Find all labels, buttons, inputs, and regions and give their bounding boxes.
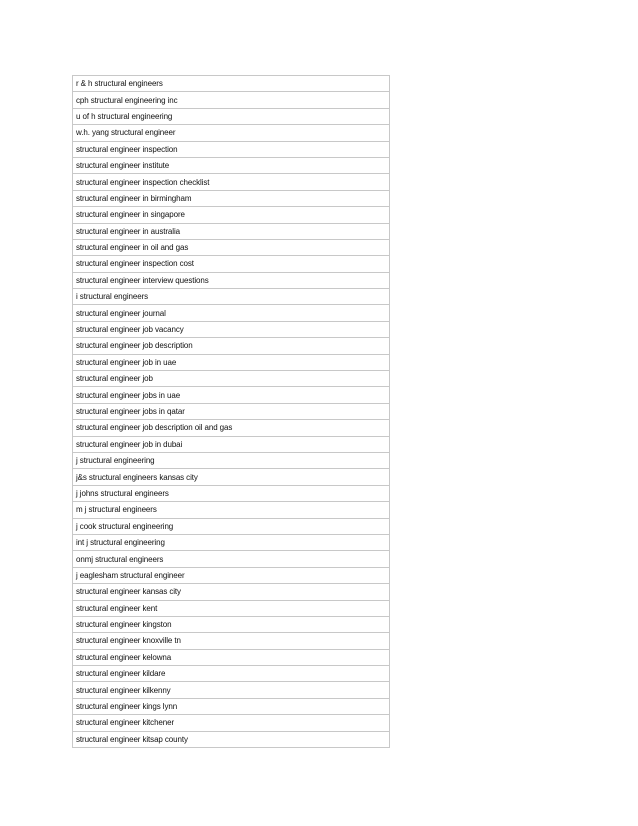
table-row: structural engineer job in dubai: [73, 437, 389, 453]
table-row: int j structural engineering: [73, 535, 389, 551]
table-row: structural engineer inspection checklist: [73, 174, 389, 190]
table-row: r & h structural engineers: [73, 76, 389, 92]
table-row: structural engineer job description oil and gas: [73, 420, 389, 436]
table-row: structural engineer job in uae: [73, 355, 389, 371]
table-row: j cook structural engineering: [73, 519, 389, 535]
table-row: j eaglesham structural engineer: [73, 568, 389, 584]
table-row: structural engineer job vacancy: [73, 322, 389, 338]
table-row: structural engineer in birmingham: [73, 191, 389, 207]
table-row: structural engineer jobs in uae: [73, 387, 389, 403]
keyword-table: [72, 75, 390, 748]
table-row: structural engineer job: [73, 371, 389, 387]
table-row: structural engineer journal: [73, 305, 389, 321]
table-row: structural engineer kings lynn: [73, 699, 389, 715]
table-row: structural engineer knoxville tn: [73, 633, 389, 649]
table-row: structural engineer kilkenny: [73, 682, 389, 698]
table-row: j&s structural engineers kansas city: [73, 469, 389, 485]
table-row: structural engineer inspection: [73, 142, 389, 158]
table-row: structural engineer kansas city: [73, 584, 389, 600]
table-row: j johns structural engineers: [73, 486, 389, 502]
table-row: structural engineer kelowna: [73, 650, 389, 666]
table-row: structural engineer kildare: [73, 666, 389, 682]
table-row: j structural engineering: [73, 453, 389, 469]
table-row: structural engineer jobs in qatar: [73, 404, 389, 420]
table-row: m j structural engineers: [73, 502, 389, 518]
table-row: w.h. yang structural engineer: [73, 125, 389, 141]
table-row: structural engineer in australia: [73, 224, 389, 240]
table-row: structural engineer kingston: [73, 617, 389, 633]
table-row: i structural engineers: [73, 289, 389, 305]
table-row: structural engineer in singapore: [73, 207, 389, 223]
table-row: structural engineer in oil and gas: [73, 240, 389, 256]
table-row: structural engineer kent: [73, 601, 389, 617]
table-row: onmj structural engineers: [73, 551, 389, 567]
table-row: structural engineer kitsap county: [73, 732, 389, 748]
table-row: structural engineer interview questions: [73, 273, 389, 289]
table-row: structural engineer inspection cost: [73, 256, 389, 272]
table-row: structural engineer institute: [73, 158, 389, 174]
table-row: structural engineer job description: [73, 338, 389, 354]
table-row: cph structural engineering inc: [73, 92, 389, 108]
table-row: structural engineer kitchener: [73, 715, 389, 731]
table-row: u of h structural engineering: [73, 109, 389, 125]
